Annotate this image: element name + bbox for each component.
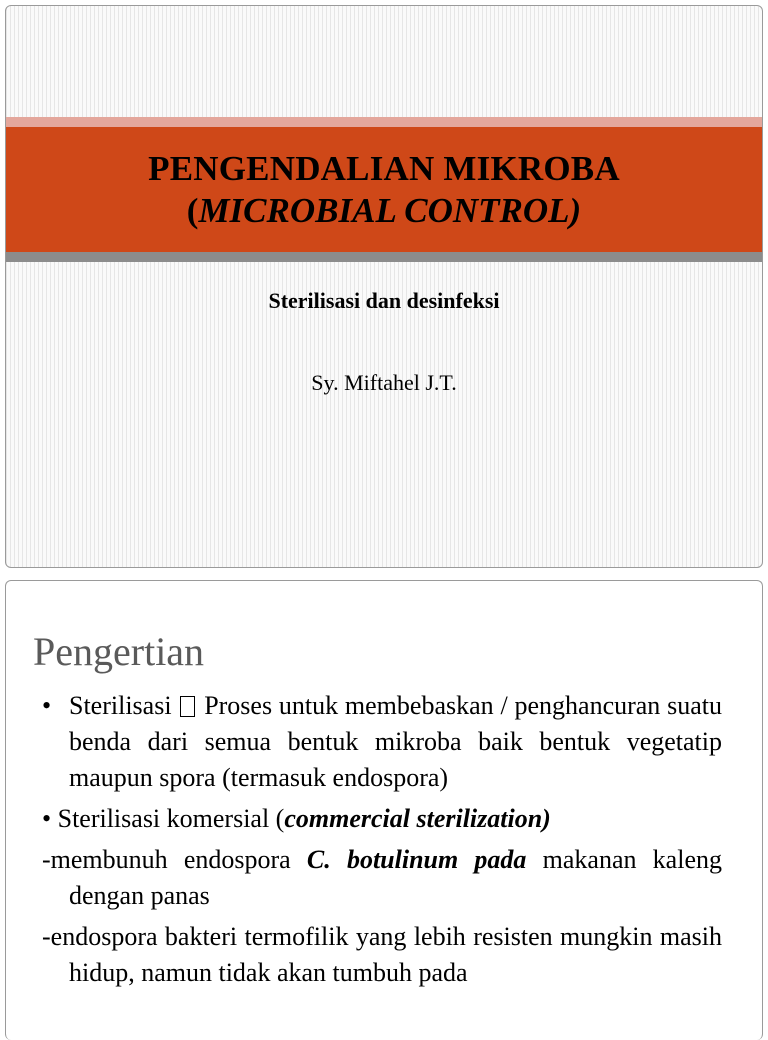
slide-title-english [187, 190, 581, 232]
title-slide [5, 5, 763, 568]
thermophilic-text: -endospora bakteri termofilik yang lebih resisten mungkin masih hidup, namun tidak akan tumbuh pada [42, 922, 722, 987]
title-paren: ( [186, 190, 199, 230]
title-english-italic: MICROBIAL CONTROL) [198, 190, 582, 230]
title-band [6, 127, 762, 252]
box-glyph-icon [180, 696, 195, 717]
slide-subtitle: Sterilisasi dan desinfeksi [268, 288, 500, 313]
title-band-top-accent [6, 117, 762, 127]
endospora-paragraph [42, 842, 722, 914]
thermophilic-paragraph [42, 919, 722, 991]
endospora-rest: makanan kaleng dengan panas [69, 845, 722, 910]
bullet-marker: • [42, 691, 52, 720]
slide-author: Sy. Miftahel J.T. [311, 370, 457, 395]
endospora-prefix: -membunuh endospora [42, 845, 307, 874]
slide-title-main: PENGENDALIAN MIKROBA [148, 148, 620, 188]
commercial-sterilization-text: • Sterilisasi komersial ( [42, 804, 285, 833]
title-band-bottom-accent [6, 252, 762, 262]
species-name: C. botulinum pada [306, 845, 527, 874]
definition-paragraph [42, 688, 722, 796]
term-sterilisasi: Sterilisasi [69, 691, 172, 720]
commercial-sterilization-english: commercial sterilization) [284, 804, 551, 833]
section-heading: Pengertian [33, 629, 205, 674]
definition-text: Proses untuk membebaskan / penghancuran suatu benda dari semua bentuk mikroba baik bentuk vegetatip maupun spora (termasuk endospora) [69, 691, 722, 792]
commercial-sterilization-line [42, 801, 722, 837]
slide-body [42, 688, 722, 991]
